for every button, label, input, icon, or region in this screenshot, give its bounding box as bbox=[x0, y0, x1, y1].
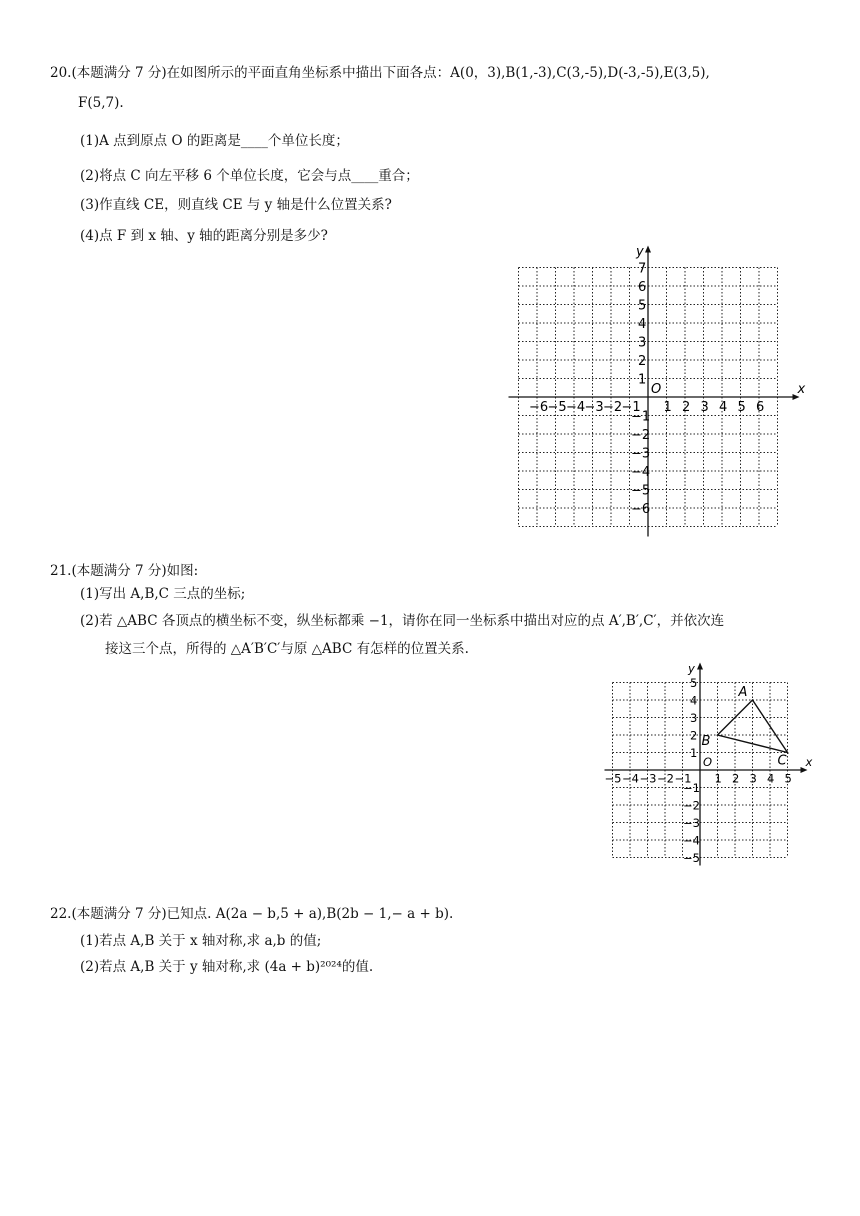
vertex-label-c: C bbox=[777, 753, 787, 769]
x-tick-label: 1 bbox=[663, 400, 672, 415]
y-tick-label: 5 bbox=[638, 298, 647, 314]
y-tick-label: 6 bbox=[638, 279, 647, 295]
y-tick-label: 5 bbox=[690, 675, 698, 690]
y-tick-label: 4 bbox=[690, 693, 698, 708]
coordinate-grid-q20 bbox=[500, 243, 810, 553]
y-tick-label: 1 bbox=[690, 745, 698, 760]
y-tick-label: 7 bbox=[638, 261, 647, 277]
y-tick-label: −4 bbox=[683, 833, 700, 848]
x-tick-label: −4 bbox=[622, 771, 639, 786]
x-tick-label: −1 bbox=[674, 771, 692, 786]
x-tick-label: −5 bbox=[604, 771, 622, 786]
q20-header-cont: F(5,7). bbox=[78, 95, 124, 111]
y-tick-label: 1 bbox=[638, 372, 647, 388]
y-tick-label: −2 bbox=[631, 427, 651, 443]
x-tick-label: −1 bbox=[621, 400, 641, 415]
x-tick-label: −6 bbox=[529, 400, 549, 415]
coordinate-grid-q21 bbox=[596, 660, 811, 865]
y-tick-label: 3 bbox=[690, 710, 698, 725]
y-tick-label: −3 bbox=[683, 815, 700, 830]
y-tick-label: 2 bbox=[690, 728, 698, 743]
x-tick-label: 5 bbox=[784, 771, 792, 786]
vertex-label-b: B bbox=[701, 734, 711, 749]
x-tick-label: 5 bbox=[737, 400, 746, 415]
q21-part1: (1)写出 A,B,C 三点的坐标; bbox=[80, 586, 246, 602]
x-tick-label: 1 bbox=[714, 771, 722, 786]
y-tick-label: −2 bbox=[683, 798, 700, 813]
x-tick-label: 6 bbox=[756, 400, 765, 415]
q21-part2-line1: (2)若 △ABC 各顶点的横坐标不变，纵坐标都乘 −1，请你在同一坐标系中描出对应的点 A′,B′,C′，并依次连 bbox=[80, 613, 725, 629]
y-axis-label: y bbox=[688, 661, 695, 676]
x-tick-label: 3 bbox=[749, 771, 757, 786]
q20-part2: (2)将点 C 向左平移 6 个单位长度，它会与点____重合； bbox=[80, 168, 419, 184]
y-tick-label: 3 bbox=[638, 335, 647, 351]
y-tick-label: −1 bbox=[631, 409, 651, 425]
y-tick-label: −3 bbox=[631, 446, 651, 462]
x-tick-label: −3 bbox=[639, 771, 657, 786]
q20-part3: (3)作直线 CE，则直线 CE 与 y 轴是什么位置关系? bbox=[80, 197, 392, 213]
x-tick-label: 2 bbox=[732, 771, 740, 786]
x-tick-label: −4 bbox=[566, 400, 586, 415]
q20-header: 20.(本题满分 7 分)在如图所示的平面直角坐标系中描出下面各点：A(0，3),B(1,-3),C(3,-5),D(-3,-5),E(3,5), bbox=[50, 65, 710, 81]
q21-part2-line2: 接这三个点，所得的 △A′B′C′与原 △ABC 有怎样的位置关系. bbox=[105, 641, 469, 657]
q22-header: 22.(本题满分 7 分)已知点. A(2a − b,5 + a),B(2b − 1,− a + b). bbox=[50, 906, 454, 922]
q20-part1: (1)A 点到原点 O 的距离是____个单位长度； bbox=[80, 133, 349, 149]
x-tick-label: 4 bbox=[719, 400, 728, 415]
vertex-label-a: A bbox=[738, 685, 748, 700]
x-axis-label: x bbox=[797, 382, 806, 397]
q22-part2: (2)若点 A,B 关于 y 轴对称,求 (4a + b)²⁰²⁴的值. bbox=[80, 959, 374, 975]
x-tick-label: 3 bbox=[700, 400, 709, 415]
y-tick-label: −5 bbox=[631, 483, 651, 499]
x-tick-label: −3 bbox=[584, 400, 604, 415]
origin-label: O bbox=[703, 755, 713, 769]
y-tick-label: −6 bbox=[631, 501, 651, 517]
y-axis-arrow bbox=[645, 246, 651, 253]
x-tick-label: −2 bbox=[603, 400, 623, 415]
y-axis-label: y bbox=[636, 244, 644, 260]
x-tick-label: −2 bbox=[657, 771, 674, 786]
x-tick-label: 2 bbox=[682, 400, 691, 415]
q20-part4: (4)点 F 到 x 轴、y 轴的距离分别是多少? bbox=[80, 228, 328, 244]
x-tick-label: 4 bbox=[767, 771, 775, 786]
q21-header: 21.(本题满分 7 分)如图: bbox=[50, 563, 199, 579]
q22-part1: (1)若点 A,B 关于 x 轴对称,求 a,b 的值; bbox=[80, 933, 322, 949]
y-tick-label: −1 bbox=[683, 780, 700, 795]
x-tick-label: −5 bbox=[547, 400, 567, 415]
y-tick-label: 4 bbox=[638, 316, 647, 332]
origin-label: O bbox=[651, 382, 662, 397]
x-axis-label: x bbox=[805, 755, 813, 769]
y-tick-label: −5 bbox=[683, 850, 700, 865]
y-tick-label: 2 bbox=[638, 353, 647, 369]
y-axis-arrow bbox=[697, 663, 703, 670]
y-tick-label: −4 bbox=[631, 464, 651, 480]
